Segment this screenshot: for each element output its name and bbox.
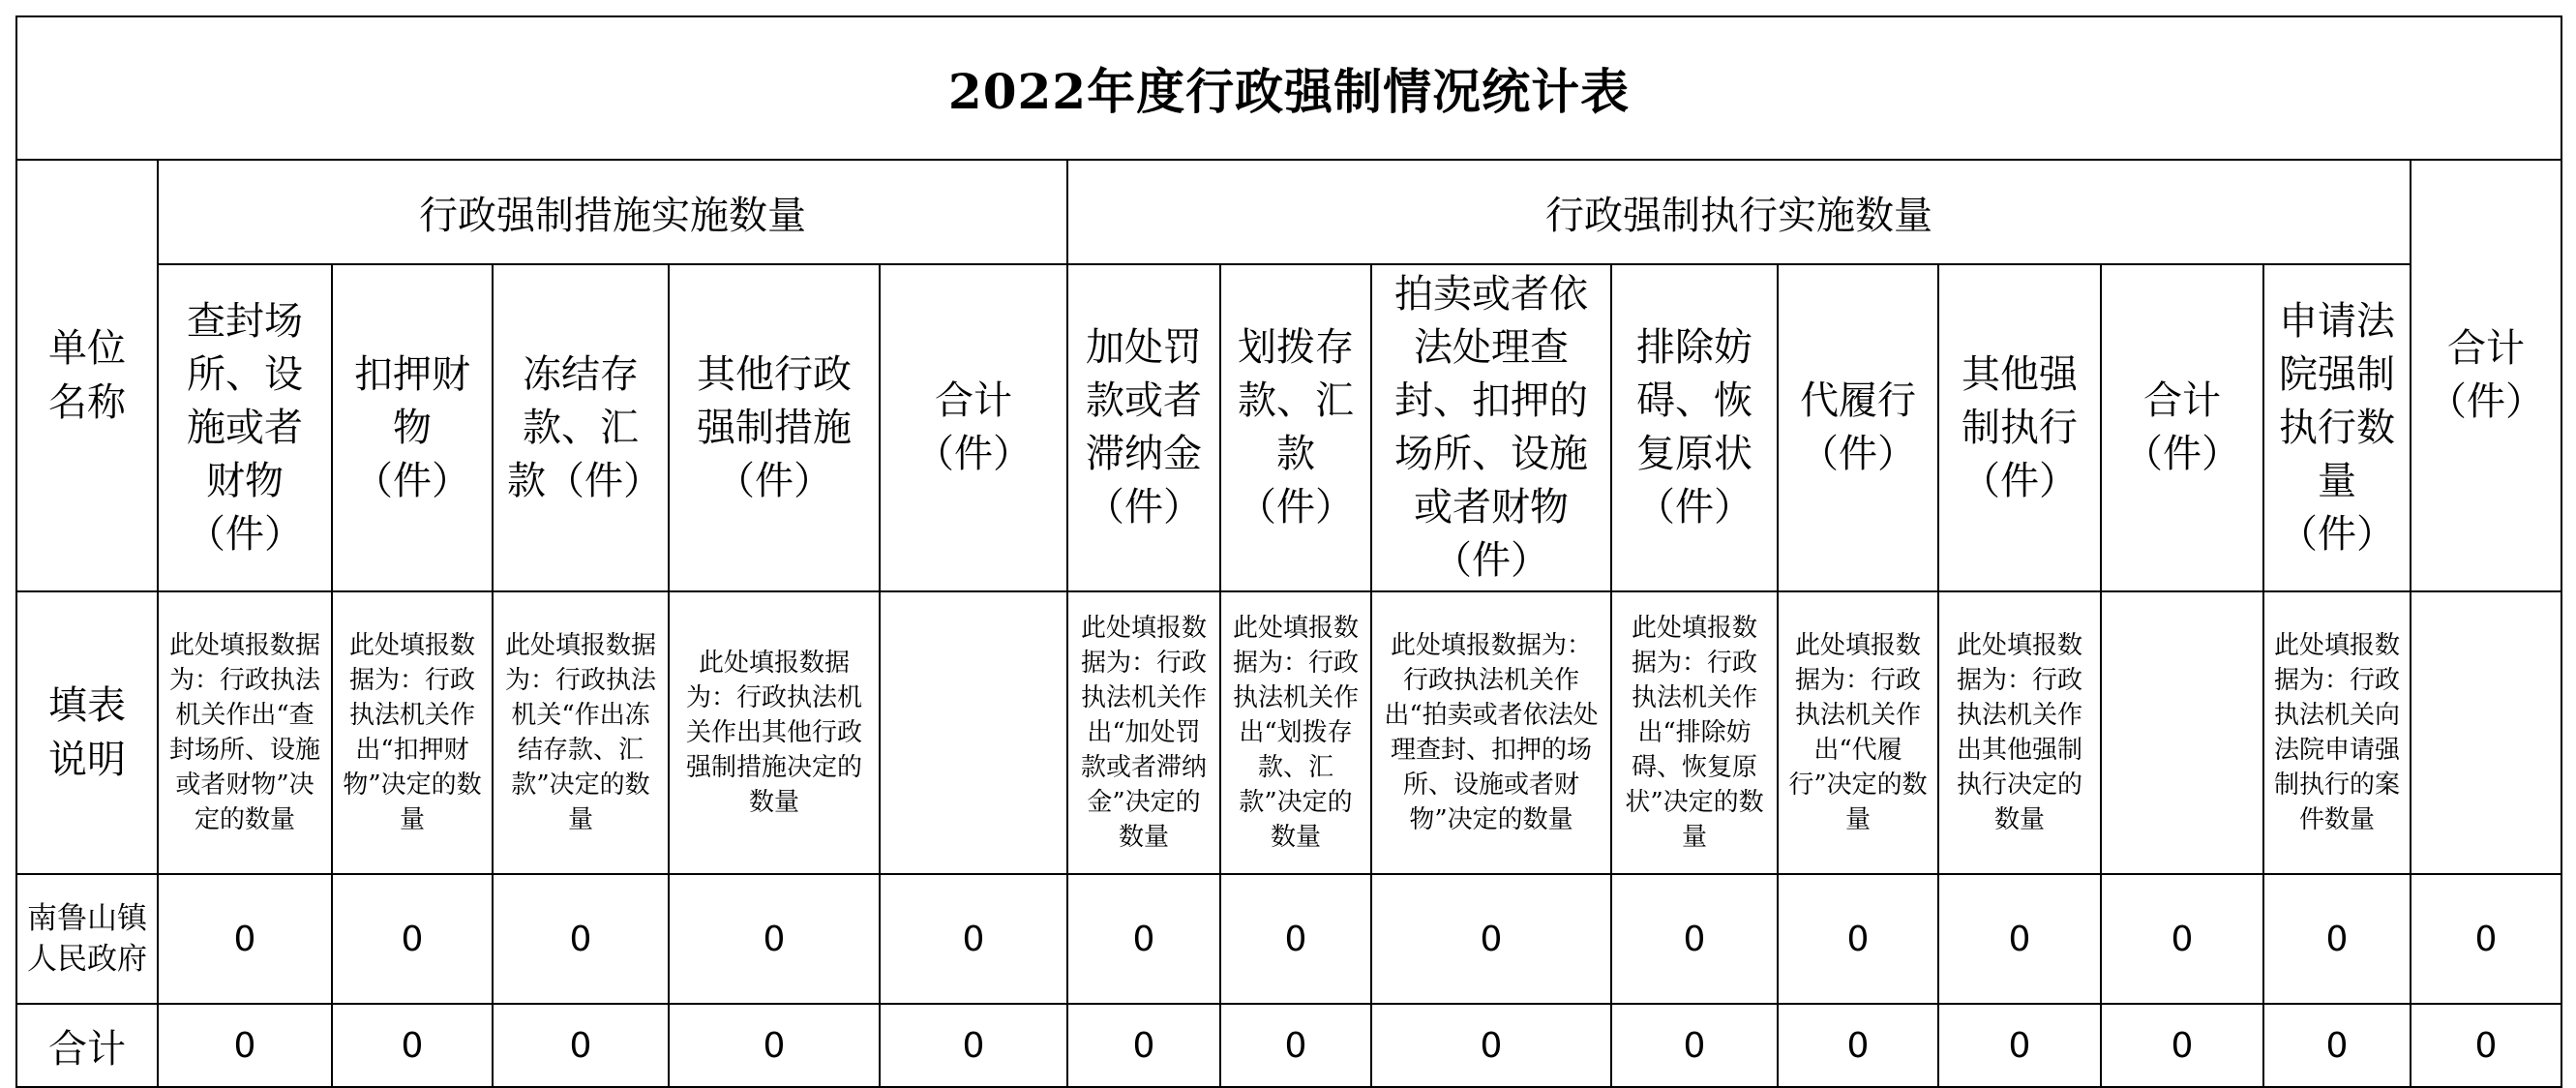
value-cell: 0 xyxy=(332,874,493,1004)
header-substitute-performance: 代履行（件） xyxy=(1778,264,1938,591)
execution-group-header: 行政强制执行实施数量 xyxy=(1067,160,2411,264)
value-cell: 0 xyxy=(1220,874,1371,1004)
unit-name-cell: 南鲁山镇人民政府 xyxy=(16,874,158,1004)
header-transfer-deposits: 划拨存款、汇款（件） xyxy=(1220,264,1371,591)
value-cell: 0 xyxy=(1611,874,1778,1004)
value-cell: 0 xyxy=(1778,874,1938,1004)
value-cell: 0 xyxy=(880,1004,1067,1087)
header-late-fees: 加处罚款或者滞纳金（件） xyxy=(1067,264,1220,591)
value-cell: 0 xyxy=(1611,1004,1778,1087)
value-cell: 0 xyxy=(332,1004,493,1087)
value-cell: 0 xyxy=(1220,1004,1371,1087)
note-cell xyxy=(2101,591,2263,874)
note-cell xyxy=(2411,591,2561,874)
statistics-table xyxy=(15,15,2562,1088)
value-cell: 0 xyxy=(669,1004,880,1087)
note-cell: 此处填报数据为：行政执法机关作出“加处罚款或者滞纳金”决定的数量 xyxy=(1067,591,1220,874)
header-measures-subtotal: 合计（件） xyxy=(880,264,1067,591)
measures-group-header: 行政强制措施实施数量 xyxy=(158,160,1067,264)
total-row-label: 合计 xyxy=(16,1004,158,1087)
note-cell: 此处填报数据为：行政执法机关作出“划拨存款、汇款”决定的数量 xyxy=(1220,591,1371,874)
value-cell: 0 xyxy=(493,1004,669,1087)
note-cell: 此处填报数据为：行政执法机关向法院申请强制执行的案件数量 xyxy=(2263,591,2411,874)
value-cell: 0 xyxy=(493,874,669,1004)
value-cell: 0 xyxy=(1067,874,1220,1004)
value-cell: 0 xyxy=(1371,874,1611,1004)
note-cell xyxy=(880,591,1067,874)
value-cell: 0 xyxy=(1938,874,2101,1004)
note-cell: 此处填报数据为：行政执法机关作出其他行政强制措施决定的数量 xyxy=(669,591,880,874)
value-cell: 0 xyxy=(2411,874,2561,1004)
value-cell: 0 xyxy=(2263,874,2411,1004)
table-row xyxy=(16,1004,2561,1087)
header-auction-disposal: 拍卖或者依法处理查封、扣押的场所、设施或者财物（件） xyxy=(1371,264,1611,591)
notes-label: 填表说明 xyxy=(16,591,158,874)
header-court-application: 申请法院强制执行数量（件） xyxy=(2263,264,2411,591)
note-cell: 此处填报数据为：行政执法机关作出“代履行”决定的数量 xyxy=(1778,591,1938,874)
table-row xyxy=(16,874,2561,1004)
table-title: 2022年度行政强制情况统计表 xyxy=(16,16,2561,160)
value-cell: 0 xyxy=(1938,1004,2101,1087)
header-other-measures: 其他行政强制措施（件） xyxy=(669,264,880,591)
value-cell: 0 xyxy=(1371,1004,1611,1087)
value-cell: 0 xyxy=(158,1004,332,1087)
note-cell: 此处填报数据为：行政执法机关作出“排除妨碍、恢复原状”决定的数量 xyxy=(1611,591,1778,874)
value-cell: 0 xyxy=(2263,1004,2411,1087)
header-remove-obstruction: 排除妨碍、恢复原状（件） xyxy=(1611,264,1778,591)
header-other-execution: 其他强制执行（件） xyxy=(1938,264,2101,591)
value-cell: 0 xyxy=(2101,874,2263,1004)
value-cell: 0 xyxy=(669,874,880,1004)
header-freeze-deposits: 冻结存款、汇款（件） xyxy=(493,264,669,591)
value-cell: 0 xyxy=(158,874,332,1004)
value-cell: 0 xyxy=(880,874,1067,1004)
note-cell: 此处填报数据为：行政执法机关“作出冻结存款、汇款”决定的数量 xyxy=(493,591,669,874)
unit-name-header: 单位名称 xyxy=(16,160,158,591)
note-cell: 此处填报数据为：行政执法机关作出“扣押财物”决定的数量 xyxy=(332,591,493,874)
header-execution-subtotal: 合计（件） xyxy=(2101,264,2263,591)
note-cell: 此处填报数据为：行政执法机关作出其他强制执行决定的数量 xyxy=(1938,591,2101,874)
note-cell: 此处填报数据为：行政执法机关作出“拍卖或者依法处理查封、扣押的场所、设施或者财物”决定的数量 xyxy=(1371,591,1611,874)
value-cell: 0 xyxy=(1067,1004,1220,1087)
header-seize-property: 扣押财物（件） xyxy=(332,264,493,591)
grand-total-header: 合计（件） xyxy=(2411,160,2561,591)
value-cell: 0 xyxy=(1778,1004,1938,1087)
header-seal-premises: 查封场所、设施或者财物（件） xyxy=(158,264,332,591)
value-cell: 0 xyxy=(2411,1004,2561,1087)
note-cell: 此处填报数据为：行政执法机关作出“查封场所、设施或者财物”决定的数量 xyxy=(158,591,332,874)
value-cell: 0 xyxy=(2101,1004,2263,1087)
